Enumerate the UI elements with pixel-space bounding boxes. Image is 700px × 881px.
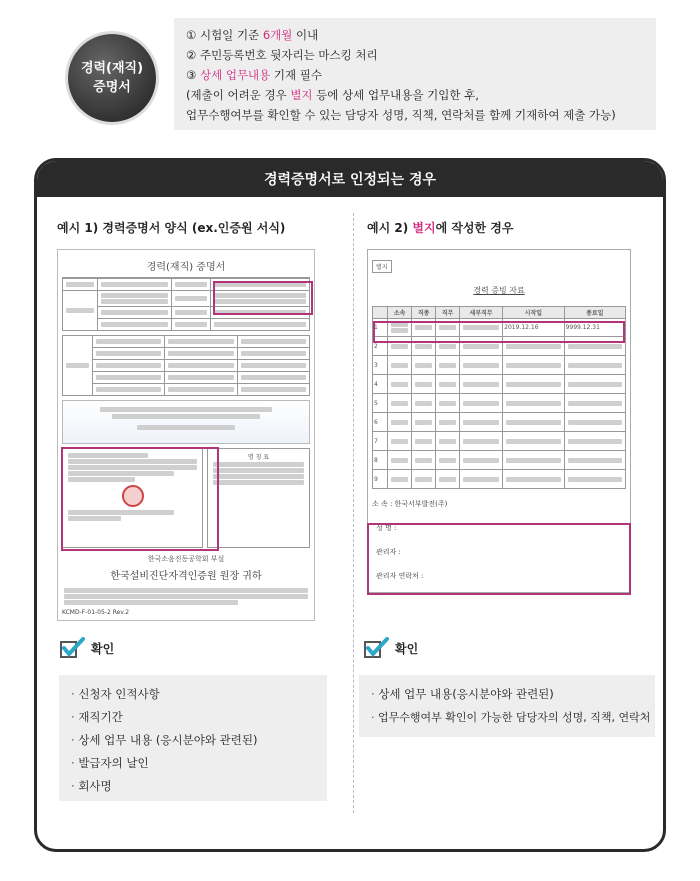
checkmark-icon (59, 637, 85, 659)
badge-line1: 경력(재직) (80, 61, 144, 76)
note3-suffix: 기재 필수 (270, 68, 323, 82)
highlight-row1-box (373, 321, 625, 343)
example-panel (34, 158, 666, 852)
form-watermark-area (62, 400, 310, 444)
example2-title-prefix: 예시 2) (367, 221, 413, 235)
note4-text: (제출이 어려운 경우 (186, 88, 291, 102)
col-affil: 소속 (388, 307, 412, 319)
note3-text: ③ (186, 68, 200, 82)
note1-highlight: 6개월 (262, 28, 293, 42)
stamp-label: 명 칭 표 (247, 454, 270, 461)
appendix-affiliation: 소 속 : 한국서부발전(주) (372, 500, 448, 508)
confirm2-item: · 업무수행여부 확인이 가능한 담당자의 성명, 직책, 연락처 (371, 706, 643, 729)
row-no: 3 (373, 356, 388, 375)
col-job-type: 직종 (412, 307, 436, 319)
highlight-manager-box (367, 523, 631, 595)
appendix-title: 경력 증빙 자료 (473, 286, 525, 295)
certificate-badge (68, 34, 156, 122)
note2-text: ② 주민등록번호 뒷자리는 마스킹 처리 (186, 48, 378, 62)
issuer-name: 한국설비진단자격인증원 원장 귀하 (110, 571, 262, 582)
example1-title: 예시 1) 경력증명서 양식 (ex.인증원 서식) (57, 221, 286, 235)
issuer-sub: 한국소음진동공학회 부설 (147, 555, 225, 563)
confirm2-header (363, 637, 418, 659)
note5-text: 업무수행여부를 확인할 수 있는 담당자 성명, 직책, 연락처를 함께 기재하여 제출 가능) (186, 108, 616, 122)
note1-suffix: 이내 (292, 28, 319, 42)
highlight-issuer-box (61, 447, 219, 551)
row-no: 2 (373, 337, 388, 356)
example2-title-suffix: 에 작성한 경우 (435, 221, 514, 235)
appendix-manager: 관리자 : (376, 548, 401, 556)
col-end: 종료일 (564, 307, 625, 319)
confirm2-item: · 상세 업무 내용(응시분야와 관련된) (371, 683, 643, 706)
row-no: 9 (373, 470, 388, 489)
confirm1-item: · 신청자 인적사항 (71, 683, 315, 706)
row1-start: 2019.12.16 (503, 319, 564, 337)
checkmark-icon (363, 637, 389, 659)
row-no: 6 (373, 413, 388, 432)
panel-title: 경력증명서로 인정되는 경우 (37, 161, 663, 197)
confirm1-list (59, 675, 327, 801)
note4-suffix: 등에 상세 업무내용을 기입한 후, (312, 88, 479, 102)
row-no: 4 (373, 375, 388, 394)
confirm1-label: 확인 (91, 641, 115, 656)
row1-no: 1 (373, 319, 388, 337)
confirm2-list (359, 675, 655, 737)
note1-text: ① 시험일 기준 (186, 28, 263, 42)
form-table-mid (62, 335, 310, 396)
row1-end: 9999.12.31 (564, 319, 625, 337)
confirm1-item: · 재직기간 (71, 706, 315, 729)
confirm1-header (59, 637, 114, 659)
note3-highlight: 상세 업무내용 (199, 68, 271, 82)
row-no: 5 (373, 394, 388, 413)
appendix-name: 성 명 : (376, 524, 397, 532)
appendix-contact: 관리자 연락처 : (376, 572, 424, 580)
form-title: 경력(재직) 증명서 (62, 254, 310, 278)
panel-divider (353, 213, 354, 813)
confirm1-item: · 상세 업무 내용 (응시분야와 관련된) (71, 729, 315, 752)
col-start: 시작일 (503, 307, 564, 319)
badge-line2: 증명서 (93, 80, 131, 95)
example2-title-highlight: 별지 (412, 221, 436, 235)
highlight-duties-box (213, 281, 313, 315)
appendix-tag: 별지 (372, 260, 392, 273)
confirm2-label: 확인 (395, 641, 419, 656)
note4-highlight: 별지 (290, 88, 313, 102)
requirements-notes (174, 18, 656, 130)
row-no: 7 (373, 432, 388, 451)
confirm1-item: · 발급자의 날인 (71, 752, 315, 775)
example2-title (367, 219, 513, 236)
form-code: KCMD-F-01-05-2 Rev.2 (62, 609, 130, 616)
col-detail-job: 세부직무 (460, 307, 503, 319)
col-job: 직무 (436, 307, 460, 319)
row-no: 8 (373, 451, 388, 470)
confirm1-item: · 회사명 (71, 775, 315, 798)
